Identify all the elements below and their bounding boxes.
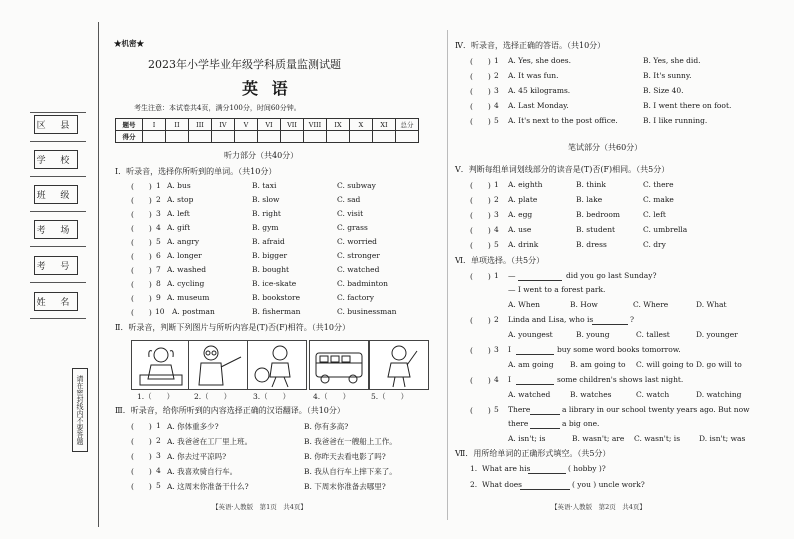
option-c: C. Where [633,300,669,309]
picture-4-answer[interactable]: 4.（ ） [313,392,351,401]
option-a: A. When [508,300,540,309]
option-d: D. younger [696,330,738,339]
answer-blank[interactable]: ( ) [470,181,491,190]
side-divider [30,282,86,283]
option-a: A. It's next to the post office. [508,116,618,125]
score-input-cell[interactable] [235,131,258,143]
option-a: A. 我爸爸在工厂里上班。 [167,437,253,446]
fill-blank[interactable] [530,419,560,429]
option-a: A. 45 kilograms. [508,86,571,95]
option-a: A. washed [167,265,206,274]
option-b: B. It's sunny. [643,71,692,80]
answer-blank[interactable]: ( ) [470,272,491,281]
option-a: A. am going [508,360,554,369]
field-exam-number: 考 号 [34,256,78,275]
question-number: 5 [494,116,499,125]
score-input-cell[interactable] [143,131,166,143]
picture-5 [369,340,429,390]
q3-stem-end: buy some word books tomorrow. [557,345,681,354]
girl-writing-icon [132,341,190,389]
option-a: A. longer [167,251,202,260]
answer-blank[interactable]: ( ) [131,452,152,461]
option-c: C. stronger [337,251,380,260]
s7-q1-stem-end: ( hobby )? [568,464,606,473]
q3-stem-start: I [508,345,511,354]
option-b: B. afraid [252,237,285,246]
question-number: 4 [156,466,161,475]
picture-5-answer[interactable]: 5.（ ） [371,392,409,401]
option-b: B. dress [576,240,607,249]
option-c: C. badminton [337,279,389,288]
option-b: B. watches [570,390,612,399]
score-table [115,118,419,143]
question-number: 5 [156,481,161,490]
field-name: 姓 名 [34,292,78,311]
answer-blank[interactable]: ( ) [470,211,491,220]
subject-title: 英 语 [242,79,292,98]
q5-line2-end: a big one. [562,419,600,428]
option-b: B. think [576,180,606,189]
option-a: A. youngest [508,330,553,339]
option-a: A. It was fun. [508,71,559,80]
answer-blank[interactable]: ( ) [131,294,152,303]
option-b: B. lake [576,195,603,204]
question-number: 5 [494,405,499,414]
picture-3 [247,340,307,390]
question-number: 1 [494,180,499,189]
fill-blank[interactable] [516,345,554,355]
option-a: A. 你体重多少? [167,422,219,431]
option-c: C. umbrella [643,225,688,234]
s7-q1-stem-start: What are his [482,464,531,473]
question-number: 3 [156,209,161,218]
option-a: A. 我喜欢骑自行车。 [167,467,238,476]
section-7-title: Ⅶ．用所给单词的正确形式填空。（共5分） [455,449,611,458]
option-a: A. watched [508,390,551,399]
score-cell: IX [327,119,350,131]
score-cell: XI [373,119,396,131]
q5-line2-start: there [508,419,529,428]
option-c: C. tallest [636,330,670,339]
option-a: A. museum [167,293,210,302]
side-divider [30,176,86,177]
answer-blank[interactable]: ( ) [131,196,152,205]
q4-stem-start: I [508,375,511,384]
answer-blank[interactable]: ( ) [131,437,152,446]
option-b: B. I went there on foot. [643,101,732,110]
question-number: 4 [494,375,499,384]
binding-line [98,22,99,527]
option-b: B. bought [252,265,290,274]
bus-icon [310,341,368,389]
question-number: 8 [156,279,161,288]
seal-line-note: 请在密封线内不要答题 [72,368,88,452]
answer-blank[interactable]: ( ) [131,422,152,431]
option-c: C. watch [636,390,670,399]
option-c: C. subway [337,181,376,190]
answer-blank[interactable]: ( ) [470,406,491,415]
q2-stem-start: Linda and Lisa, who is [508,315,594,324]
option-d: D. watching [696,390,742,399]
picture-1-answer[interactable]: 1.（ ） [137,392,175,401]
option-b: B. 我从自行车上摔下来了。 [304,467,397,476]
score-cell: IV [212,119,235,131]
option-a: A. cycling [167,279,205,288]
option-b: B. student [576,225,616,234]
option-a: A. 你去过平凉吗? [167,452,227,461]
q1-stem-start: — [508,271,516,280]
option-c: C. wasn't; is [634,434,681,443]
question-number: 1 [156,421,161,430]
option-d: D. What [696,300,727,309]
q5-stem-start: There [508,405,531,414]
question-number: 5 [156,237,161,246]
option-b: B. gym [252,223,279,232]
answer-blank[interactable]: ( ) [470,57,491,66]
score-input-cell[interactable] [350,131,373,143]
question-number: 2. [470,480,478,489]
score-cell: VIII [304,119,327,131]
q5-stem-end: a library in our school twenty years ago. But now [562,405,750,414]
option-b: B. Yes, she did. [643,56,701,65]
q1-response: — I went to a forest park. [508,285,606,294]
option-c: C. watched [337,265,380,274]
option-a: A. isn't; is [508,434,546,443]
answer-blank[interactable]: ( ) [131,280,152,289]
page-footer-right: 【英语·人教版 第2页 共4页】 [551,503,646,511]
answer-blank[interactable]: ( ) [131,238,152,247]
option-a: A. plate [508,195,538,204]
fill-blank[interactable] [592,315,628,325]
option-c: C. factory [337,293,375,302]
option-a: A. 这周末你准备干什么? [167,482,249,491]
question-number: 10 [155,307,165,316]
score-cell: VII [281,119,304,131]
fill-blank[interactable] [520,480,570,490]
option-a: A. Last Monday. [508,101,569,110]
question-number: 4 [494,225,499,234]
option-b: B. Size 40. [643,86,684,95]
answer-blank[interactable]: ( ) [131,210,152,219]
answer-blank[interactable]: ( ) [131,252,152,261]
answer-blank[interactable]: ( ) [470,72,491,81]
question-number: 2 [494,315,499,324]
fill-blank[interactable] [518,271,562,281]
s7-q2-stem-start: What does [482,480,523,489]
question-number: 2 [156,195,161,204]
answer-blank[interactable]: ( ) [470,376,491,385]
section-5-title: Ⅴ．判断每组单词划线部分的读音是(T)否(F)相同。（共5分） [455,165,670,174]
score-cell: II [166,119,189,131]
option-b: B. right [252,209,281,218]
answer-blank[interactable]: ( ) [470,196,491,205]
q2-stem-end: ? [630,315,635,324]
question-number: 3 [494,345,499,354]
question-number: 7 [156,265,161,274]
option-c: C. sad [337,195,361,204]
option-c: C. make [643,195,674,204]
option-b: B. I like running. [643,116,708,125]
answer-blank[interactable]: ( ) [470,102,491,111]
option-c: C. dry [643,240,666,249]
score-cell: 题号 [116,119,143,131]
question-number: 3 [494,210,499,219]
score-input-cell[interactable] [327,131,350,143]
option-d: D. go will to [696,360,742,369]
option-a: A. stop [167,195,194,204]
question-number: 2 [494,195,499,204]
answer-blank[interactable]: ( ) [131,467,152,476]
answer-blank[interactable]: ( ) [131,308,152,317]
option-b: B. fisherman [252,307,301,316]
teacher-pointing-icon [189,341,247,389]
score-input-cell[interactable] [189,131,212,143]
question-number: 2 [156,436,161,445]
option-a: A. left [167,209,190,218]
option-c: C. there [643,180,674,189]
score-input-cell[interactable] [373,131,396,143]
exam-title: 2023年小学毕业年级学科质量监测试题 [148,58,341,71]
listening-header: 听力部分（共40分） [224,151,299,160]
score-cell: 总分 [396,119,419,131]
fill-blank[interactable] [530,405,560,415]
score-cell: 得分 [116,131,143,143]
score-table-score-row [116,131,419,143]
answer-blank[interactable]: ( ) [131,224,152,233]
page-divider [447,30,448,520]
score-input-cell[interactable] [212,131,235,143]
option-b: B. bigger [252,251,288,260]
answer-blank[interactable]: ( ) [470,241,491,250]
option-a: A. bus [167,181,191,190]
section-4-title: Ⅳ．听录音，选择正确的答语。（共10分） [455,41,606,50]
score-input-cell[interactable] [281,131,304,143]
answer-blank[interactable]: ( ) [470,346,491,355]
option-d: D. isn't; was [699,434,746,443]
answer-blank[interactable]: ( ) [470,87,491,96]
option-b: B. am going to [570,360,626,369]
field-exam-room: 考 场 [34,220,78,239]
question-number: 1. [470,464,478,473]
side-divider [30,141,86,142]
picture-1 [131,340,191,390]
field-class: 班 级 [34,185,78,204]
girl-waving-icon [370,341,428,389]
option-b: B. 我爸爸在一艘船上工作。 [304,437,397,446]
option-a: A. postman [172,307,215,316]
answer-blank[interactable]: ( ) [470,316,491,325]
secret-mark: ★机密★ [114,39,144,48]
picture-3-answer[interactable]: 3.（ ） [253,392,291,401]
answer-blank[interactable]: ( ) [131,266,152,275]
score-input-cell[interactable] [304,131,327,143]
option-a: A. drink [508,240,539,249]
option-c: C. grass [337,223,368,232]
question-number: 2 [494,71,499,80]
question-number: 1 [494,56,499,65]
option-a: A. Yes, she does. [508,56,572,65]
answer-blank[interactable]: ( ) [470,117,491,126]
question-number: 4 [156,223,161,232]
score-cell: V [235,119,258,131]
question-number: 5 [494,240,499,249]
question-number: 3 [494,86,499,95]
option-c: C. businessman [337,307,397,316]
section-1-title: Ⅰ．听录音，选择你所听到的单词。（共10分） [115,167,277,176]
score-cell: VI [258,119,281,131]
score-cell: III [189,119,212,131]
written-header: 笔试部分（共60分） [568,143,643,152]
answer-blank[interactable]: ( ) [131,482,152,491]
side-divider [30,211,86,212]
option-b: B. taxi [252,181,277,190]
option-a: A. egg [508,210,533,219]
section-6-title: Ⅵ．单项选择。（共5分） [455,256,545,265]
q1-stem-end: did you go last Sunday? [566,271,657,280]
score-input-cell[interactable] [166,131,189,143]
option-c: C. visit [337,209,364,218]
score-input-cell[interactable] [396,131,419,143]
option-b: B. How [570,300,598,309]
option-a: A. angry [167,237,200,246]
option-a: A. use [508,225,532,234]
question-number: 3 [156,451,161,460]
side-divider [30,112,86,113]
score-input-cell[interactable] [258,131,281,143]
q4-stem-end: some children's shows last night. [557,375,684,384]
option-b: B. 你昨天去看电影了吗? [304,452,386,461]
question-number: 1 [494,271,499,280]
section-3-title: Ⅲ．听录音，给你所听到的内容选择正确的汉语翻译。（共10分） [115,406,345,415]
option-b: B. ice-skate [252,279,297,288]
fill-blank[interactable] [516,375,554,385]
answer-blank[interactable]: ( ) [131,182,152,191]
field-district: 区 县 [34,115,78,134]
option-a: A. gift [167,223,191,232]
score-table-header-row [116,119,419,131]
page-footer-left: 【英语·人教版 第1页 共4页】 [212,503,307,511]
field-school: 学 校 [34,150,78,169]
boy-ball-icon [248,341,306,389]
score-cell: X [350,119,373,131]
picture-4 [309,340,369,390]
side-divider [30,318,86,319]
s7-q2-stem-end: ( you ) uncle work? [572,480,645,489]
option-b: B. slow [252,195,280,204]
option-c: C. will going to [636,360,694,369]
picture-2-answer[interactable]: 2.（ ） [194,392,232,401]
option-b: B. wasn't; are [572,434,625,443]
section-2-title: Ⅱ．听录音，判断下列图片与所听内容是(T)否(F)相符。（共10分） [115,323,350,332]
question-number: 4 [494,101,499,110]
score-cell: I [143,119,166,131]
question-number: 6 [156,251,161,260]
option-b: B. 你有多高? [304,422,349,431]
option-a: A. eighth [508,180,543,189]
option-b: B. bedroom [576,210,621,219]
option-c: C. worried [337,237,377,246]
option-b: B. young [576,330,610,339]
exam-note: 考生注意：本试卷共4页，满分100分，时间60分钟。 [134,104,301,112]
option-b: B. bookstore [252,293,301,302]
option-b: B. 下周末你准备去哪里? [304,482,386,491]
side-divider [30,246,86,247]
picture-2 [188,340,248,390]
question-number: 9 [156,293,161,302]
fill-blank[interactable] [528,464,566,474]
question-number: 1 [156,181,161,190]
option-c: C. left [643,210,666,219]
answer-blank[interactable]: ( ) [470,226,491,235]
